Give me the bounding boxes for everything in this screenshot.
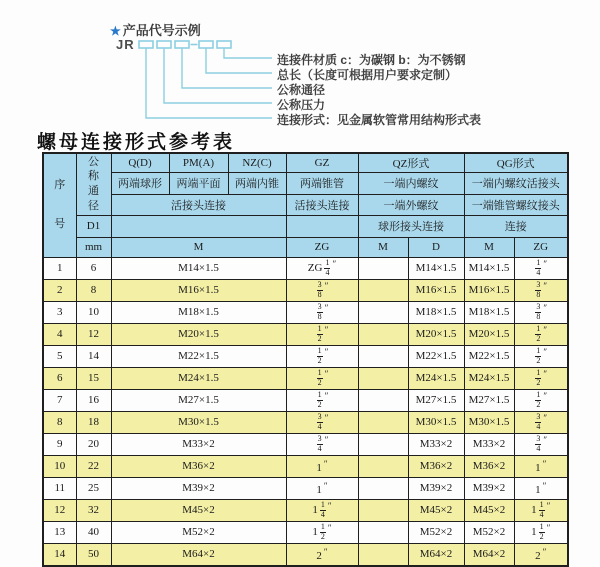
- header-d1: D1: [76, 215, 111, 237]
- header-row-4: [43, 215, 568, 237]
- cell-qz-m: [358, 389, 408, 411]
- table-row: [43, 543, 568, 566]
- cell-gz-zg: $\frac{3}{4}$ ″: [286, 433, 358, 455]
- cell-gz-zg: 1 ″: [286, 477, 358, 499]
- header-qg-m: M: [464, 237, 514, 257]
- cell-qg-zg: $\frac{1}{2}$ ″: [514, 367, 568, 389]
- cell-gz-zg: $\frac{1}{2}$ ″: [286, 389, 358, 411]
- header-pm-a: PM(A): [169, 153, 228, 172]
- cell-qg-m: M14×1.5: [464, 257, 514, 279]
- cell-m: M33×2: [111, 433, 286, 455]
- cell-m: M14×1.5: [111, 257, 286, 279]
- cell-qg-zg: $\frac{1}{2}$ ″: [514, 389, 568, 411]
- leader-line-4: [164, 48, 272, 103]
- table-row: [43, 455, 568, 477]
- cell-dn: 6: [76, 257, 111, 279]
- cell-seq: 7: [43, 389, 76, 411]
- cell-qg-zg: $\frac{1}{4}$ ″: [514, 257, 568, 279]
- cell-qz-d: M16×1.5: [408, 279, 464, 301]
- cell-qz-d: M36×2: [408, 455, 464, 477]
- cell-seq: 14: [43, 543, 76, 566]
- cell-gz-zg: $\frac{1}{2}$ ″: [286, 345, 358, 367]
- fraction: $\frac{1}{2}$: [536, 389, 541, 409]
- table-row: [43, 367, 568, 389]
- cell-seq: 11: [43, 477, 76, 499]
- header-gz: GZ: [286, 153, 358, 172]
- header-row-2: [43, 172, 568, 194]
- header-seq: [43, 153, 76, 257]
- header-q-d-desc: 两端球形: [111, 172, 169, 194]
- header-dn-text: 公称通径: [88, 155, 99, 213]
- fraction: $\frac{1}{2}$: [536, 367, 541, 387]
- cell-seq: 5: [43, 345, 76, 367]
- cell-dn: 50: [76, 543, 111, 566]
- cell-gz-zg: $\frac{1}{2}$ ″: [286, 323, 358, 345]
- cell-gz-zg: $\frac{1}{2}$ ″: [286, 367, 358, 389]
- table-header: [43, 153, 568, 257]
- cell-qz-m: [358, 345, 408, 367]
- cell-dn: 25: [76, 477, 111, 499]
- fraction: $\frac{3}{4}$: [317, 433, 322, 453]
- cell-qz-d: M14×1.5: [408, 257, 464, 279]
- cell-qg-m: M45×2: [464, 499, 514, 521]
- cell-qg-zg: $\frac{1}{2}$ ″: [514, 323, 568, 345]
- cell-gz-zg: 1 $\frac{1}{2}$ ″: [286, 521, 358, 543]
- cell-m: M30×1.5: [111, 411, 286, 433]
- header-union-conn: 活接头连接: [111, 194, 286, 215]
- table-row: [43, 279, 568, 301]
- cell-gz-zg: 1 ″: [286, 455, 358, 477]
- cell-qz-m: [358, 433, 408, 455]
- cell-qz-d: M22×1.5: [408, 345, 464, 367]
- cell-dn: 20: [76, 433, 111, 455]
- header-qg-zg: ZG: [514, 237, 568, 257]
- header-qz-form: QZ形式: [358, 153, 464, 172]
- cell-dn: 16: [76, 389, 111, 411]
- fraction: $\frac{1}{4}$: [536, 257, 541, 277]
- fraction: $\frac{3}{4}$: [536, 411, 541, 431]
- cell-m: M39×2: [111, 477, 286, 499]
- header-qz-conn: 球形接头连接: [358, 215, 464, 237]
- fraction: $\frac{1}{2}$: [536, 323, 541, 343]
- cell-qz-d: M64×2: [408, 543, 464, 566]
- header-qz-m: M: [358, 237, 408, 257]
- fraction: $\frac{1}{4}$: [325, 257, 330, 277]
- table-row: [43, 477, 568, 499]
- table-body: [43, 257, 568, 566]
- cell-seq: 10: [43, 455, 76, 477]
- cell-dn: 10: [76, 301, 111, 323]
- cell-qg-zg: $\frac{3}{4}$ ″: [514, 433, 568, 455]
- fraction: $\frac{1}{4}$: [539, 499, 544, 519]
- header-zg: ZG: [286, 237, 358, 257]
- code-label-material: 连接件材质 c：为碳钢 b：为不锈钢: [277, 53, 466, 67]
- cell-dn: 40: [76, 521, 111, 543]
- table-title: 螺母连接形式参考表: [37, 131, 236, 153]
- table-row: [43, 323, 568, 345]
- fraction: $\frac{3}{8}$: [317, 301, 322, 321]
- cell-qg-zg: 1 $\frac{1}{2}$ ″: [514, 521, 568, 543]
- table-row: [43, 499, 568, 521]
- cell-qg-zg: 1 $\frac{1}{4}$ ″: [514, 499, 568, 521]
- code-label-diameter: 公称通径: [277, 83, 326, 97]
- cell-seq: 6: [43, 367, 76, 389]
- cell-qz-m: [358, 543, 408, 566]
- fraction: $\frac{3}{4}$: [536, 433, 541, 453]
- cell-gz-zg: $\frac{3}{8}$ ″: [286, 279, 358, 301]
- cell-qz-d: M33×2: [408, 433, 464, 455]
- cell-dn: 15: [76, 367, 111, 389]
- cell-m: M16×1.5: [111, 279, 286, 301]
- fraction: $\frac{3}{8}$: [536, 279, 541, 299]
- cell-qg-m: M30×1.5: [464, 411, 514, 433]
- fraction: $\frac{1}{2}$: [317, 367, 322, 387]
- cell-dn: 18: [76, 411, 111, 433]
- cell-seq: 4: [43, 323, 76, 345]
- header-seq-text: 序号: [54, 178, 66, 231]
- header-pm-a-desc: 两端平面: [169, 172, 228, 194]
- code-label-length: 总长（长度可根据用户要求定制）: [277, 68, 458, 82]
- header-nz-c: NZ(C): [228, 153, 286, 172]
- cell-m: M45×2: [111, 499, 286, 521]
- header-qg-form: QG形式: [464, 153, 568, 172]
- cell-gz-zg: $\frac{3}{8}$ ″: [286, 301, 358, 323]
- header-m: M: [111, 237, 286, 257]
- header-gz-desc: 两端锥管: [286, 172, 358, 194]
- cell-qg-zg: 2 ″: [514, 543, 568, 566]
- fraction: $\frac{1}{4}$: [320, 499, 325, 519]
- header-row-5: [43, 237, 568, 257]
- fraction: $\frac{1}{2}$: [317, 389, 322, 409]
- fraction: $\frac{1}{2}$: [317, 345, 322, 365]
- cell-dn: 22: [76, 455, 111, 477]
- header-qz-desc1: 一端内螺纹: [358, 172, 464, 194]
- cell-qg-m: M64×2: [464, 543, 514, 566]
- table-row: [43, 411, 568, 433]
- cell-qg-m: M18×1.5: [464, 301, 514, 323]
- cell-qz-m: [358, 477, 408, 499]
- cell-m: M18×1.5: [111, 301, 286, 323]
- star-icon: ★: [110, 24, 121, 38]
- cell-dn: 12: [76, 323, 111, 345]
- cell-qz-m: [358, 279, 408, 301]
- header-q-d: Q(D): [111, 153, 169, 172]
- fraction: $\frac{3}{8}$: [317, 279, 322, 299]
- cell-qz-m: [358, 521, 408, 543]
- cell-qg-zg: $\frac{1}{2}$ ″: [514, 345, 568, 367]
- cell-qz-d: M52×2: [408, 521, 464, 543]
- cell-qg-zg: $\frac{3}{8}$ ″: [514, 279, 568, 301]
- cell-qg-m: M33×2: [464, 433, 514, 455]
- table-row: [43, 521, 568, 543]
- cell-qg-m: M27×1.5: [464, 389, 514, 411]
- code-box-3: [175, 41, 189, 48]
- cell-qg-m: M22×1.5: [464, 345, 514, 367]
- cell-qg-m: M52×2: [464, 521, 514, 543]
- cell-qz-m: [358, 323, 408, 345]
- table-row: [43, 345, 568, 367]
- header-row-3: [43, 194, 568, 215]
- cell-qz-d: M39×2: [408, 477, 464, 499]
- cell-gz-zg: 1 $\frac{1}{4}$ ″: [286, 499, 358, 521]
- header-blank-1: [111, 215, 286, 237]
- cell-seq: 12: [43, 499, 76, 521]
- cell-seq: 8: [43, 411, 76, 433]
- cell-gz-zg: ZG $\frac{1}{4}$ ″: [286, 257, 358, 279]
- fraction: $\frac{1}{2}$: [317, 323, 322, 343]
- leader-lines: [146, 48, 272, 118]
- fraction: $\frac{3}{8}$: [536, 301, 541, 321]
- nut-connection-table: [42, 152, 569, 567]
- cell-qg-m: M16×1.5: [464, 279, 514, 301]
- table-row: [43, 433, 568, 455]
- header-dn: [76, 153, 111, 215]
- header-row-1: [43, 153, 568, 172]
- cell-qz-m: [358, 301, 408, 323]
- cell-qz-d: M24×1.5: [408, 367, 464, 389]
- header-mm: mm: [76, 237, 111, 257]
- fraction: $\frac{1}{2}$: [539, 521, 544, 541]
- code-label-connection: 连接形式：见金属软管常用结构形式表: [277, 113, 482, 127]
- header-qg-conn: 连接: [464, 215, 568, 237]
- header-blank-2: [286, 215, 358, 237]
- header-qz-d: D: [408, 237, 464, 257]
- cell-gz-zg: $\frac{3}{4}$ ″: [286, 411, 358, 433]
- cell-seq: 3: [43, 301, 76, 323]
- cell-qg-m: M24×1.5: [464, 367, 514, 389]
- code-box-2: [157, 41, 171, 48]
- cell-m: M64×2: [111, 543, 286, 566]
- header-gz-conn: 活接头连接: [286, 194, 358, 215]
- cell-m: M36×2: [111, 455, 286, 477]
- cell-dn: 8: [76, 279, 111, 301]
- cell-qg-m: M39×2: [464, 477, 514, 499]
- cell-m: M27×1.5: [111, 389, 286, 411]
- leader-line-1: [224, 48, 272, 58]
- cell-gz-zg: 2 ″: [286, 543, 358, 566]
- cell-qz-d: M45×2: [408, 499, 464, 521]
- cell-seq: 1: [43, 257, 76, 279]
- leader-line-2: [206, 48, 272, 73]
- cell-qz-m: [358, 411, 408, 433]
- cell-m: M52×2: [111, 521, 286, 543]
- cell-seq: 13: [43, 521, 76, 543]
- cell-qg-m: M36×2: [464, 455, 514, 477]
- cell-qg-zg: 1 ″: [514, 455, 568, 477]
- code-box-4: [199, 41, 213, 48]
- code-box-5: [217, 41, 231, 48]
- fraction: $\frac{1}{2}$: [320, 521, 325, 541]
- diagram-title: 产品代号示例: [122, 23, 201, 38]
- cell-dn: 14: [76, 345, 111, 367]
- cell-qz-m: [358, 499, 408, 521]
- cell-m: M24×1.5: [111, 367, 286, 389]
- header-qz-desc2: 一端外螺纹: [358, 194, 464, 215]
- cell-qz-m: [358, 367, 408, 389]
- cell-qz-d: M30×1.5: [408, 411, 464, 433]
- cell-qg-m: M20×1.5: [464, 323, 514, 345]
- header-qg-desc1: 一端内螺纹活接头: [464, 172, 568, 194]
- cell-qz-d: M18×1.5: [408, 301, 464, 323]
- cell-dn: 32: [76, 499, 111, 521]
- fraction: $\frac{1}{2}$: [536, 345, 541, 365]
- header-nz-c-desc: 两端内锥: [228, 172, 286, 194]
- table-row: [43, 389, 568, 411]
- code-boxes: [139, 41, 231, 48]
- table-row: [43, 257, 568, 279]
- cell-seq: 2: [43, 279, 76, 301]
- cell-qz-d: M20×1.5: [408, 323, 464, 345]
- cell-qz-m: [358, 455, 408, 477]
- cell-seq: 9: [43, 433, 76, 455]
- cell-qg-zg: $\frac{3}{4}$ ″: [514, 411, 568, 433]
- fraction: $\frac{3}{4}$: [317, 411, 322, 431]
- cell-m: M20×1.5: [111, 323, 286, 345]
- cell-m: M22×1.5: [111, 345, 286, 367]
- cell-qz-d: M27×1.5: [408, 389, 464, 411]
- table-row: [43, 301, 568, 323]
- cell-qg-zg: 1 ″: [514, 477, 568, 499]
- leader-line-3: [182, 48, 272, 88]
- header-qg-desc2: 一端锥管螺纹接头: [464, 194, 568, 215]
- code-label-pressure: 公称压力: [277, 98, 326, 112]
- product-code-prefix: JR: [116, 37, 135, 52]
- cell-qz-m: [358, 257, 408, 279]
- cell-qg-zg: $\frac{3}{8}$ ″: [514, 301, 568, 323]
- code-box-1: [139, 41, 153, 48]
